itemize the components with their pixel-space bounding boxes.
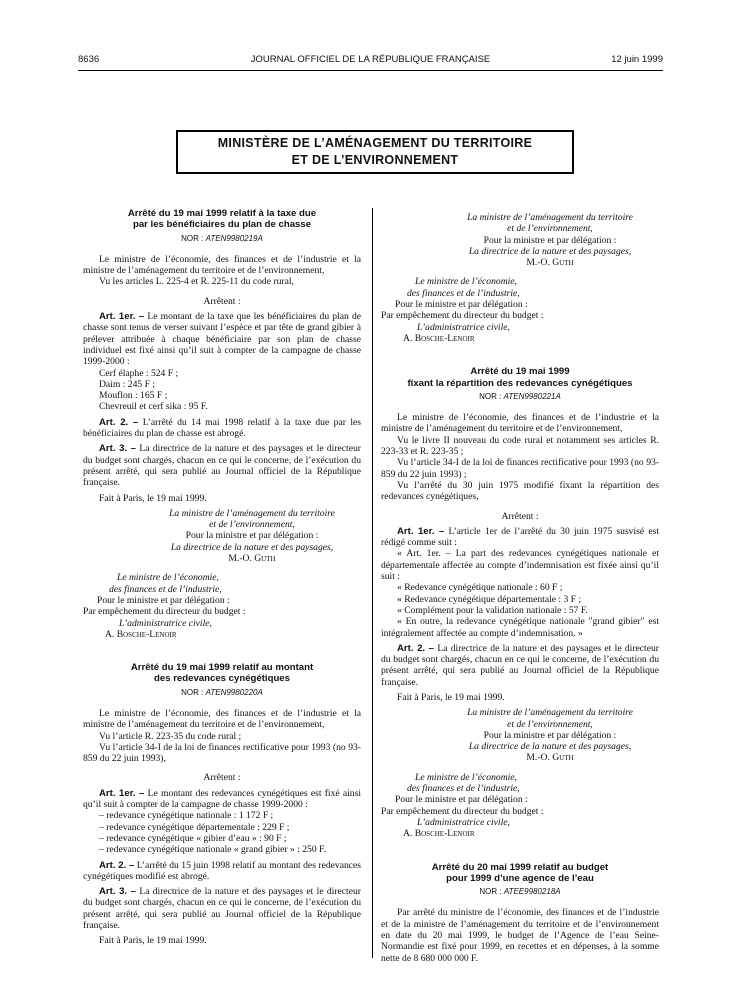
decree-budget: [381, 862, 659, 964]
article: [83, 860, 361, 883]
quoted-item: « Redevance cynégétique nationale : 60 F ;: [397, 582, 563, 594]
article: [381, 643, 659, 688]
signature-line: et de l’environnement,: [209, 519, 295, 531]
article-text: L’arrêté du 14 mai 1998 relatif à la taxe due par les bénéficiaires du plan de chasse est abrogé.: [83, 416, 361, 440]
article-text: Le montant des redevances cynégétiques est fixé ainsi qu’il suit à compter de la campagne de chasse 1999-2000 :: [83, 787, 361, 811]
signature-line: Le ministre de l’économie,: [117, 572, 219, 584]
signature-line: L’administratrice civile,: [119, 617, 212, 629]
list-item: Cerf élaphe : 524 F ;: [99, 367, 179, 379]
article-label: Art. 2. –: [99, 416, 139, 428]
decree-title-line: par les bénéficiaires du plan de chasse: [132, 219, 312, 231]
decree-title-line: fixant la répartition des redevances cynégétiques: [407, 377, 633, 389]
signatory-name: M.-O. Guth: [526, 752, 574, 764]
signature-line: Pour la ministre et par délégation :: [185, 530, 319, 542]
nor-reference: [381, 886, 659, 897]
signature-line: Par empêchement du directeur du budget :: [381, 805, 544, 817]
list-item: – redevance cynégétique « gibier d’eau » : 90 F ;: [99, 832, 287, 844]
signature-line: et de l’environnement,: [507, 718, 593, 730]
quoted-item: « Complément pour la validation nationale : 57 F.: [397, 604, 588, 616]
nor-reference: [381, 391, 659, 402]
list-item: Mouflon : 165 F ;: [99, 390, 168, 402]
signatory-name: M.-O. Guth: [228, 553, 276, 565]
article: [83, 788, 361, 811]
article-text: La directrice de la nature et des paysages et le directeur du budget sont chargés, chacun en ce qui le concerne, de l’exécution du présent arrêté, qui sera publié au Journal officiel de la République française.: [381, 642, 659, 688]
signature-date: Fait à Paris, le 19 mai 1999.: [99, 492, 207, 504]
signature-line: Par empêchement du directeur du budget :: [83, 606, 246, 618]
decree-title: [381, 366, 659, 389]
quoted-paragraph: « En outre, la redevance cynégétique nationale "grand gibier" est intégralement affectée au compte d’indemnisation. »: [381, 616, 659, 639]
nor-label: NOR :: [479, 391, 504, 401]
article-text: L’arrêté du 15 juin 1998 relatif au montant des redevances cynégétiques modifié est abrogé.: [83, 859, 361, 882]
ministry-box: [176, 130, 574, 174]
article: [83, 886, 361, 931]
signature-line: des finances et de l’industrie,: [407, 287, 520, 299]
ministry-title-line2: ET DE L’ENVIRONNEMENT: [291, 153, 459, 167]
paragraph: Le ministre de l’économie, des finances et de l’industrie et la ministre de l’aménagement du territoire et de l’environnement,: [83, 707, 361, 731]
signature-line: La directrice de la nature et des paysages,: [170, 541, 334, 553]
list-item: – redevance cynégétique nationale « grand gibier » : 250 F.: [99, 844, 327, 856]
issue-date: 12 juin 1999: [611, 54, 663, 65]
article-label: Art. 1er. –: [99, 311, 145, 323]
paragraph: Par arrêté du ministre de l’économie, des finances et de l’industrie et de la ministre de l’aménagement du territoire et de l’environnement en date du 20 mai 1999, le budget de l’Agence de l’eau Seine-Normandie est fixé pour 1999, en recettes et en dépenses, à la somme nette de 8 680 000 000 F.: [381, 907, 659, 964]
decree-title-line: des redevances cynégétiques: [154, 673, 290, 685]
signature-line: Par empêchement du directeur du budget :: [381, 310, 544, 322]
signature-line: Pour le ministre et par délégation :: [97, 594, 230, 606]
paragraph: Le ministre de l’économie, des finances et de l’industrie et la ministre de l’aménagement du territoire et de l’environnement,: [83, 253, 361, 277]
continued-signatures: [381, 212, 659, 344]
signature-line: Pour la ministre et par délégation :: [483, 234, 617, 246]
nor-code: ATEE9980218A: [503, 887, 561, 897]
article: [83, 417, 361, 440]
quoted-item: « Redevance cynégétique départementale : 3 F ;: [397, 593, 582, 605]
decree-title: [381, 862, 659, 885]
signature-date: Fait à Paris, le 19 mai 1999.: [397, 691, 505, 703]
article-text: Le montant de la taxe que les bénéficiaires du plan de chasse sont tenus de verser suivant l’espèce et par tête de grand gibier à prélever attribuée à chaque bénéficiaire par son plan de chasse individuel est fixé ainsi qu’il suit à compter de la campagne de chasse 1999-2000 :: [83, 311, 361, 368]
paragraph: Vu l’article 34-I de la loi de finances rectificative pour 1993 (no 93-859 du 22 juin 1993) ;: [381, 457, 659, 480]
page-number: 8636: [78, 54, 100, 65]
decree-title: [83, 662, 361, 685]
decree-montant: [83, 662, 361, 947]
article-label: Art. 2. –: [99, 859, 135, 871]
nor-reference: [83, 233, 361, 244]
signatory-name: M.-O. Guth: [526, 257, 574, 269]
nor-reference: [83, 687, 361, 698]
signature-line: Pour le ministre et par délégation :: [395, 794, 528, 806]
paragraph: Vu le livre II nouveau du code rural et notamment ses articles R. 223-33 et R. 223-35 ;: [381, 434, 659, 458]
list-item: – redevance cynégétique départementale : 229 F ;: [99, 821, 290, 833]
header-rule: [78, 70, 663, 71]
decree-title-line: Arrêté du 19 mai 1999 relatif au montant: [130, 662, 314, 674]
article: [381, 526, 659, 549]
nor-code: ATEN9980220A: [205, 687, 263, 697]
list-item: Daim : 245 F ;: [99, 378, 155, 390]
decree-title-line: Arrêté du 19 mai 1999 relatif à la taxe due: [127, 208, 317, 219]
article: [83, 311, 361, 367]
arretent: Arrêtent :: [501, 510, 539, 522]
signature-line: L’administratrice civile,: [417, 321, 510, 333]
article-label: Art. 1er. –: [397, 525, 445, 537]
signature-line: Le ministre de l’économie,: [415, 276, 517, 288]
signatory-name: A. Bosche-Lenoir: [105, 628, 177, 640]
article-label: Art. 3. –: [99, 443, 137, 455]
ministry-title-line1: MINISTÈRE DE L’AMÉNAGEMENT DU TERRITOIRE: [217, 136, 533, 150]
right-column: [381, 212, 659, 964]
decree-title-line: Arrêté du 19 mai 1999: [470, 366, 570, 378]
left-column: [83, 208, 361, 947]
article-text: La directrice de la nature et des paysages et le directeur du budget sont chargés, chacun en ce qui le concerne, de l’exécution du présent arrêté, qui sera publié au Journal officiel de la République française.: [83, 443, 361, 489]
paragraph: Vu les articles L. 225-4 et R. 225-11 du code rural,: [99, 276, 294, 288]
signature-date: Fait à Paris, le 19 mai 1999.: [99, 935, 207, 947]
article: [83, 443, 361, 488]
arretent: Arrêtent :: [203, 772, 241, 784]
decree-title: [83, 208, 361, 231]
journal-title: JOURNAL OFFICIEL DE LA RÉPUBLIQUE FRANÇAISE: [250, 54, 491, 65]
nor-label: NOR :: [181, 687, 206, 697]
signature-line: Pour la ministre et par délégation :: [483, 729, 617, 741]
signature-line: La ministre de l’aménagement du territoire: [169, 507, 335, 519]
signature-line: La ministre de l’aménagement du territoire: [467, 212, 633, 223]
decree-taxe: [83, 208, 361, 640]
decree-title-line: pour 1999 d’une agence de l’eau: [446, 872, 594, 884]
list-item: Chevreuil et cerf sika : 95 F.: [99, 401, 208, 413]
nor-code: ATEN9980221A: [503, 391, 561, 401]
signatory-name: A. Bosche-Lenoir: [403, 828, 475, 840]
signature-line: L’administratrice civile,: [417, 816, 510, 828]
nor-label: NOR :: [479, 887, 504, 897]
signature-line: des finances et de l’industrie,: [407, 783, 520, 795]
article-text: La directrice de la nature et des paysages et le directeur du budget sont chargés, chacun en ce qui le concerne, de l’exécution du présent arrêté, qui sera publié au Journal officiel de la République française.: [83, 886, 361, 932]
signature-line: et de l’environnement,: [507, 223, 593, 235]
nor-code: ATEN9980219A: [205, 233, 263, 243]
signature-line: des finances et de l’industrie,: [109, 583, 222, 595]
paragraph: Le ministre de l’économie, des finances et de l’industrie et la ministre de l’aménagement du territoire et de l’environnement,: [381, 412, 659, 435]
quoted-paragraph: « Art. 1er. – La part des redevances cynégétiques nationale et départementale affectée au compte d’indemnisation est fixée ainsi qu’il suit :: [381, 548, 659, 583]
decree-title-line: Arrêté du 20 mai 1999 relatif au budget: [431, 861, 609, 873]
paragraph: Vu l’article R. 223-35 du code rural ;: [99, 730, 242, 742]
article-label: Art. 3. –: [99, 886, 137, 898]
paragraph: Vu l’arrêté du 30 juin 1975 modifié fixant la répartition des redevances cynégétiques,: [381, 479, 659, 503]
article-text: L’article 1er de l’arrêté du 30 juin 1975 susvisé est rédigé comme suit :: [381, 525, 659, 549]
signature-line: La directrice de la nature et des paysages,: [468, 245, 632, 257]
paragraph: Vu l’article 34-I de la loi de finances rectificative pour 1993 (no 93-859 du 22 juin 1993),: [83, 741, 361, 765]
signature-line: Pour le ministre et par délégation :: [395, 299, 528, 311]
list-item: – redevance cynégétique nationale : 1 172 F ;: [99, 810, 274, 822]
article-label: Art. 2. –: [397, 642, 435, 654]
signature-line: Le ministre de l’économie,: [415, 771, 517, 783]
nor-label: NOR :: [181, 233, 206, 243]
arretent: Arrêtent :: [203, 295, 241, 307]
column-divider: [372, 208, 373, 958]
signature-line: La directrice de la nature et des paysages,: [468, 741, 632, 753]
decree-repartition: [381, 366, 659, 839]
signatory-name: A. Bosche-Lenoir: [403, 332, 475, 344]
page-header: [78, 54, 663, 70]
article-label: Art. 1er. –: [99, 787, 145, 799]
signature-line: La ministre de l’aménagement du territoire: [467, 707, 633, 719]
